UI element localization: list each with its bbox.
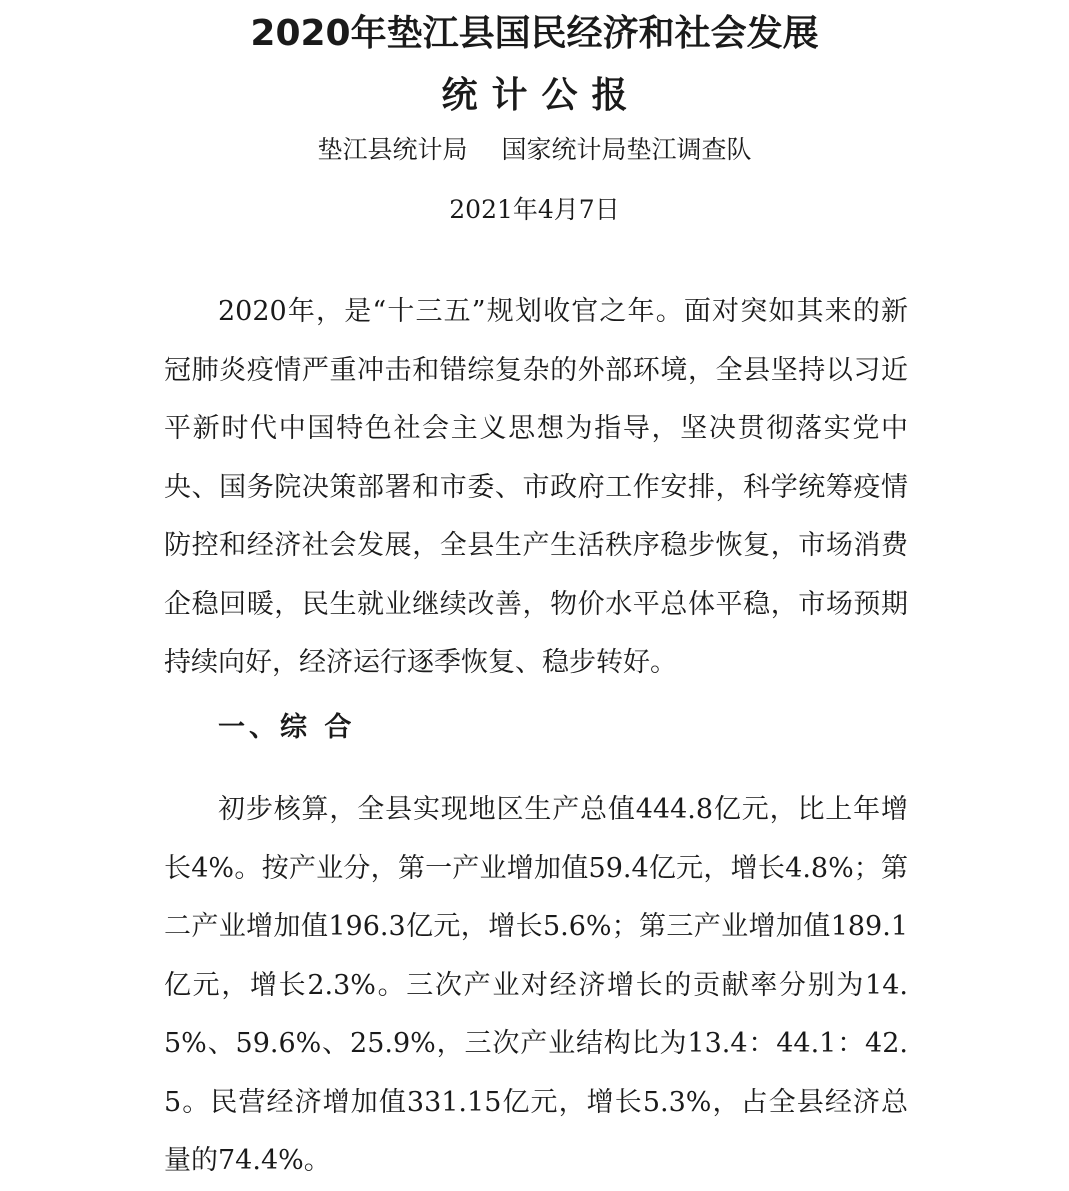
- section-heading-overview: 一、综 合: [218, 712, 356, 743]
- section-paragraph-overview: 初步核算，全县实现地区生产总值444.8亿元，比上年增长4%。按产业分，第一产业增加值59.4亿元，增长4.8%；第二产业增加值196.3亿元，增长5.6%；第三产业增加值189.1亿元，增长2.3%。三次产业对经济增长的贡献率分别为14.5%、59.6%、25.9%，三次产业结构比为13.4：44.1：42.5。民营经济增加值331.15亿元，增长5.3%，占全县经济总量的74.4%。: [164, 794, 908, 1176]
- author-survey-team: 国家统计局垫江调查队: [501, 135, 752, 164]
- author-county-bureau: 垫江县统计局: [317, 135, 468, 164]
- document-title-line2: 统计公报: [441, 75, 642, 116]
- document-date: 2021年4月7日: [449, 195, 620, 224]
- intro-paragraph: 2020年，是“十三五”规划收官之年。面对突如其来的新冠肺炎疫情严重冲击和错综复杂的外部环境，全县坚持以习近平新时代中国特色社会主义思想为指导，坚决贯彻落实党中央、国务院决策部署和市委、市政府工作安排，科学统筹疫情防控和经济社会发展，全县生产生活秩序稳步恢复，市场消费企稳回暖，民生就业继续改善，物价水平总体平稳，市场预期持续向好，经济运行逐季恢复、稳步转好。: [164, 296, 908, 678]
- document-title-line1: 2020年垫江县国民经济和社会发展: [250, 13, 819, 54]
- document-authors: [0, 134, 1069, 166]
